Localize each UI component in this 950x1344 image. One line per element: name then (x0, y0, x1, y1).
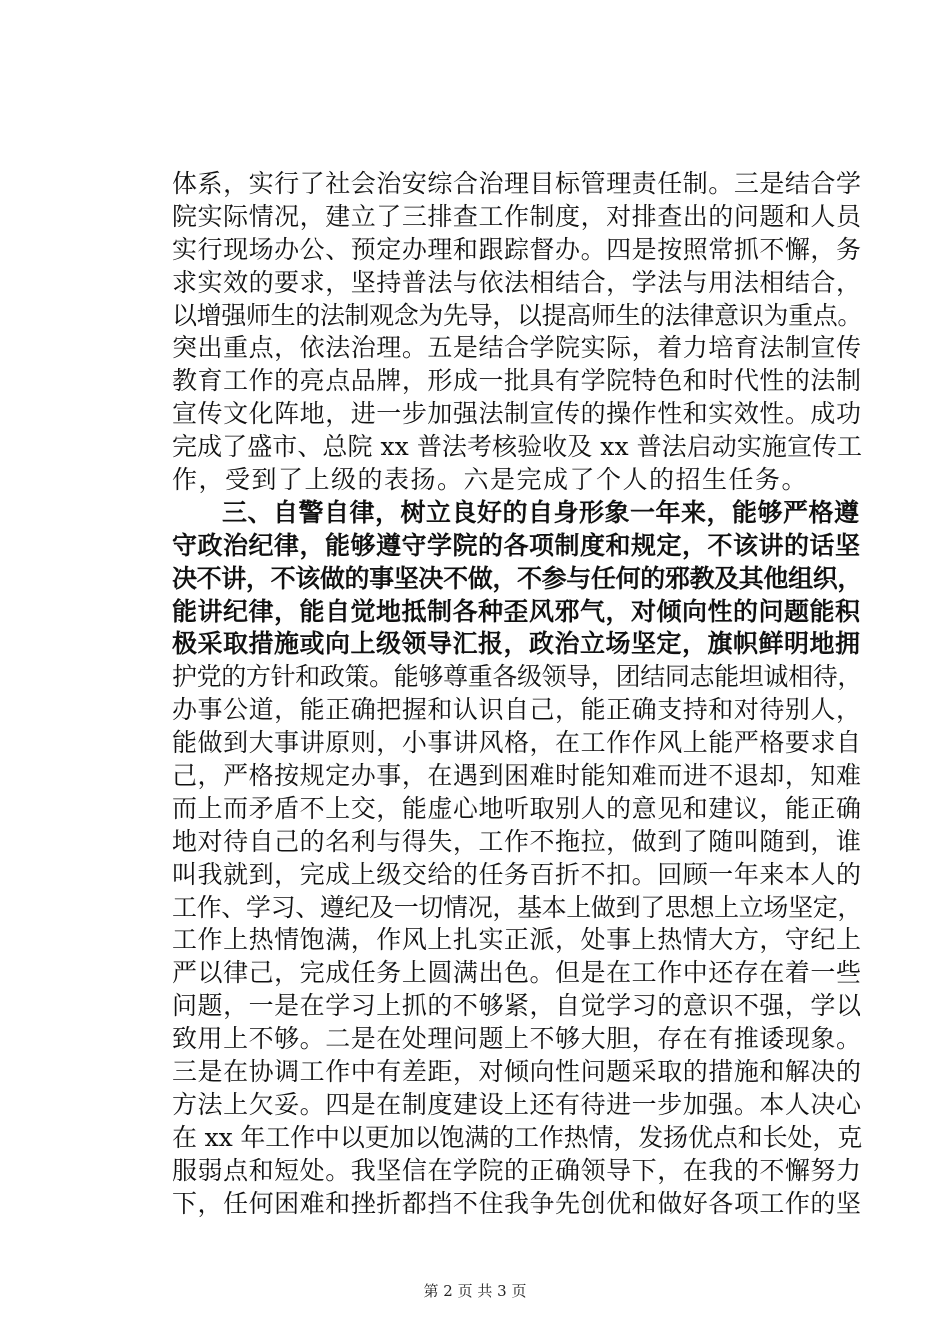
text-line: 能做到大事讲原则，小事讲风格，在工作作风上能严格要求自 (172, 728, 862, 758)
text-line: 宣传文化阵地，进一步加强法制宣传的操作性和实效性。成功 (172, 399, 862, 429)
text-line: 作，受到了上级的表扬。六是完成了个人的招生任务。 (172, 465, 809, 495)
text-line: 突出重点，依法治理。五是结合学院实际，着力培育法制宣传 (172, 333, 862, 363)
page-number-footer: 第 2 页 共 3 页 (423, 1282, 527, 1300)
text-line: 在 xx 年工作中以更加以饱满的工作热情，发扬优点和长处，克 (172, 1122, 863, 1152)
text-line: 问题，一是在学习上抓的不够紧，自觉学习的意识不强，学以 (172, 991, 862, 1021)
text-line: 叫我就到，完成上级交给的任务百折不扣。回顾一年来本人的 (172, 859, 862, 889)
text-line: 方法上欠妥。四是在制度建设上还有待进一步加强。本人决心 (172, 1089, 862, 1119)
text-line: 下，任何困难和挫折都挡不住我争先创优和做好各项工作的坚 (172, 1188, 862, 1218)
text-line: 三是在协调工作中有差距，对倾向性问题采取的措施和解决的 (172, 1057, 862, 1087)
text-line: 完成了盛市、总院 xx 普法考核验收及 xx 普法启动实施宣传工 (172, 432, 863, 462)
text-line: 求实效的要求，坚持普法与依法相结合，学法与用法相结合， (172, 267, 862, 297)
text-line: 实行现场办公、预定办理和跟踪督办。四是按照常抓不懈，务 (172, 234, 862, 264)
text-line: 守政治纪律，能够遵守学院的各项制度和规定，不该讲的话坚 (172, 530, 861, 560)
text-line: 院实际情况，建立了三排查工作制度，对排查出的问题和人员 (172, 201, 862, 231)
text-line: 己，严格按规定办事，在遇到困难时能知难而进不退却，知难 (172, 761, 862, 791)
text-line: 工作、学习、遵纪及一切情况，基本上做到了思想上立场坚定， (172, 892, 863, 922)
text-line: 而上而矛盾不上交，能虚心地听取别人的意见和建议，能正确 (172, 793, 862, 823)
text-line: 致用上不够。二是在处理问题上不够大胆，存在有推诿现象。 (172, 1024, 862, 1054)
text-line: 护党的方针和政策。能够尊重各级领导，团结同志能坦诚相待， (172, 662, 863, 692)
text-line: 严以律己，完成任务上圆满出色。但是在工作中还存在着一些 (172, 958, 862, 988)
text-line: 能讲纪律，能自觉地抵制各种歪风邪气，对倾向性的问题能积 (172, 596, 861, 626)
text-line: 办事公道，能正确把握和认识自己，能正确支持和对待别人， (172, 695, 862, 725)
document-body (172, 168, 862, 1221)
text-line: 工作上热情饱满，作风上扎实正派，处事上热情大方，守纪上 (172, 925, 862, 955)
text-line: 体系，实行了社会治安综合治理目标管理责任制。三是结合学 (172, 169, 862, 198)
text-line: 极采取措施或向上级领导汇报，政治立场坚定，旗帜鲜明地拥 (172, 629, 861, 659)
text-line: 服弱点和短处。我坚信在学院的正确领导下，在我的不懈努力 (172, 1155, 862, 1185)
text-line: 以增强师生的法制观念为先导，以提高师生的法律意识为重点。 (172, 300, 863, 330)
text-line: 决不讲，不该做的事坚决不做，不参与任何的邪教及其他组织， (172, 563, 863, 593)
text-line: 地对待自己的名利与得失，工作不拖拉，做到了随叫随到，谁 (172, 826, 862, 856)
text-line: 三、自警自律，树立良好的自身形象一年来，能够严格遵 (222, 497, 860, 527)
text-line: 教育工作的亮点品牌，形成一批具有学院特色和时代性的法制 (172, 366, 862, 396)
